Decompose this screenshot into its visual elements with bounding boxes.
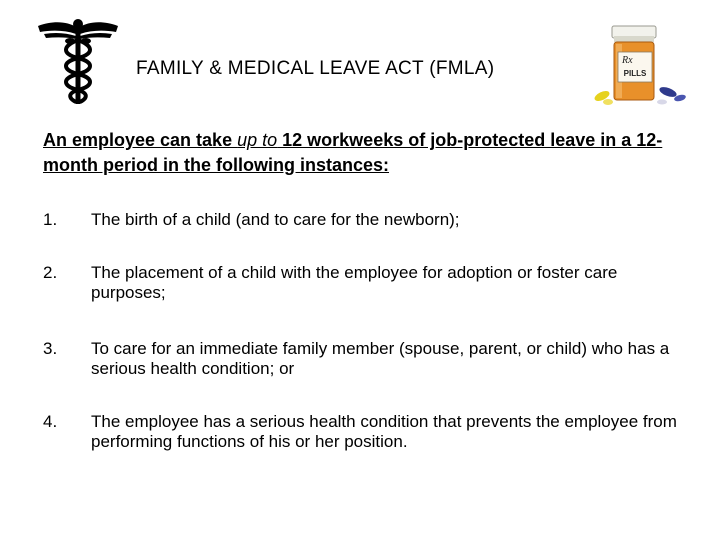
list-item-number: 2. bbox=[43, 263, 58, 282]
intro-suffix: 12 workweeks of job-protected leave in a 12-month period in the following instances: bbox=[43, 130, 663, 175]
list-item-text: The birth of a child (and to care for the newborn); bbox=[91, 210, 460, 229]
list-item-text: The employee has a serious health condition that prevents the employee from performing functions of his or her position. bbox=[91, 412, 677, 451]
intro-prefix: An employee can take bbox=[43, 130, 238, 150]
pill-bottle-icon bbox=[592, 22, 690, 110]
rx-label: Rx bbox=[622, 55, 633, 66]
list-item-number: 4. bbox=[43, 412, 58, 431]
intro-paragraph bbox=[43, 128, 693, 178]
caduceus-icon bbox=[34, 14, 122, 108]
list-item-number: 1. bbox=[43, 210, 58, 229]
list-item-text: To care for an immediate family member (spouse, parent, or child) who has a serious health condition; or bbox=[91, 339, 670, 378]
list-item-number: 3. bbox=[43, 339, 58, 358]
list-item-text: The placement of a child with the employee for adoption or foster care purposes; bbox=[91, 263, 618, 302]
slide-title: FAMILY & MEDICAL LEAVE ACT (FMLA) bbox=[136, 58, 495, 79]
pill-bottle-label: PILLS bbox=[623, 69, 647, 78]
intro-emphasis: up to bbox=[237, 130, 278, 150]
